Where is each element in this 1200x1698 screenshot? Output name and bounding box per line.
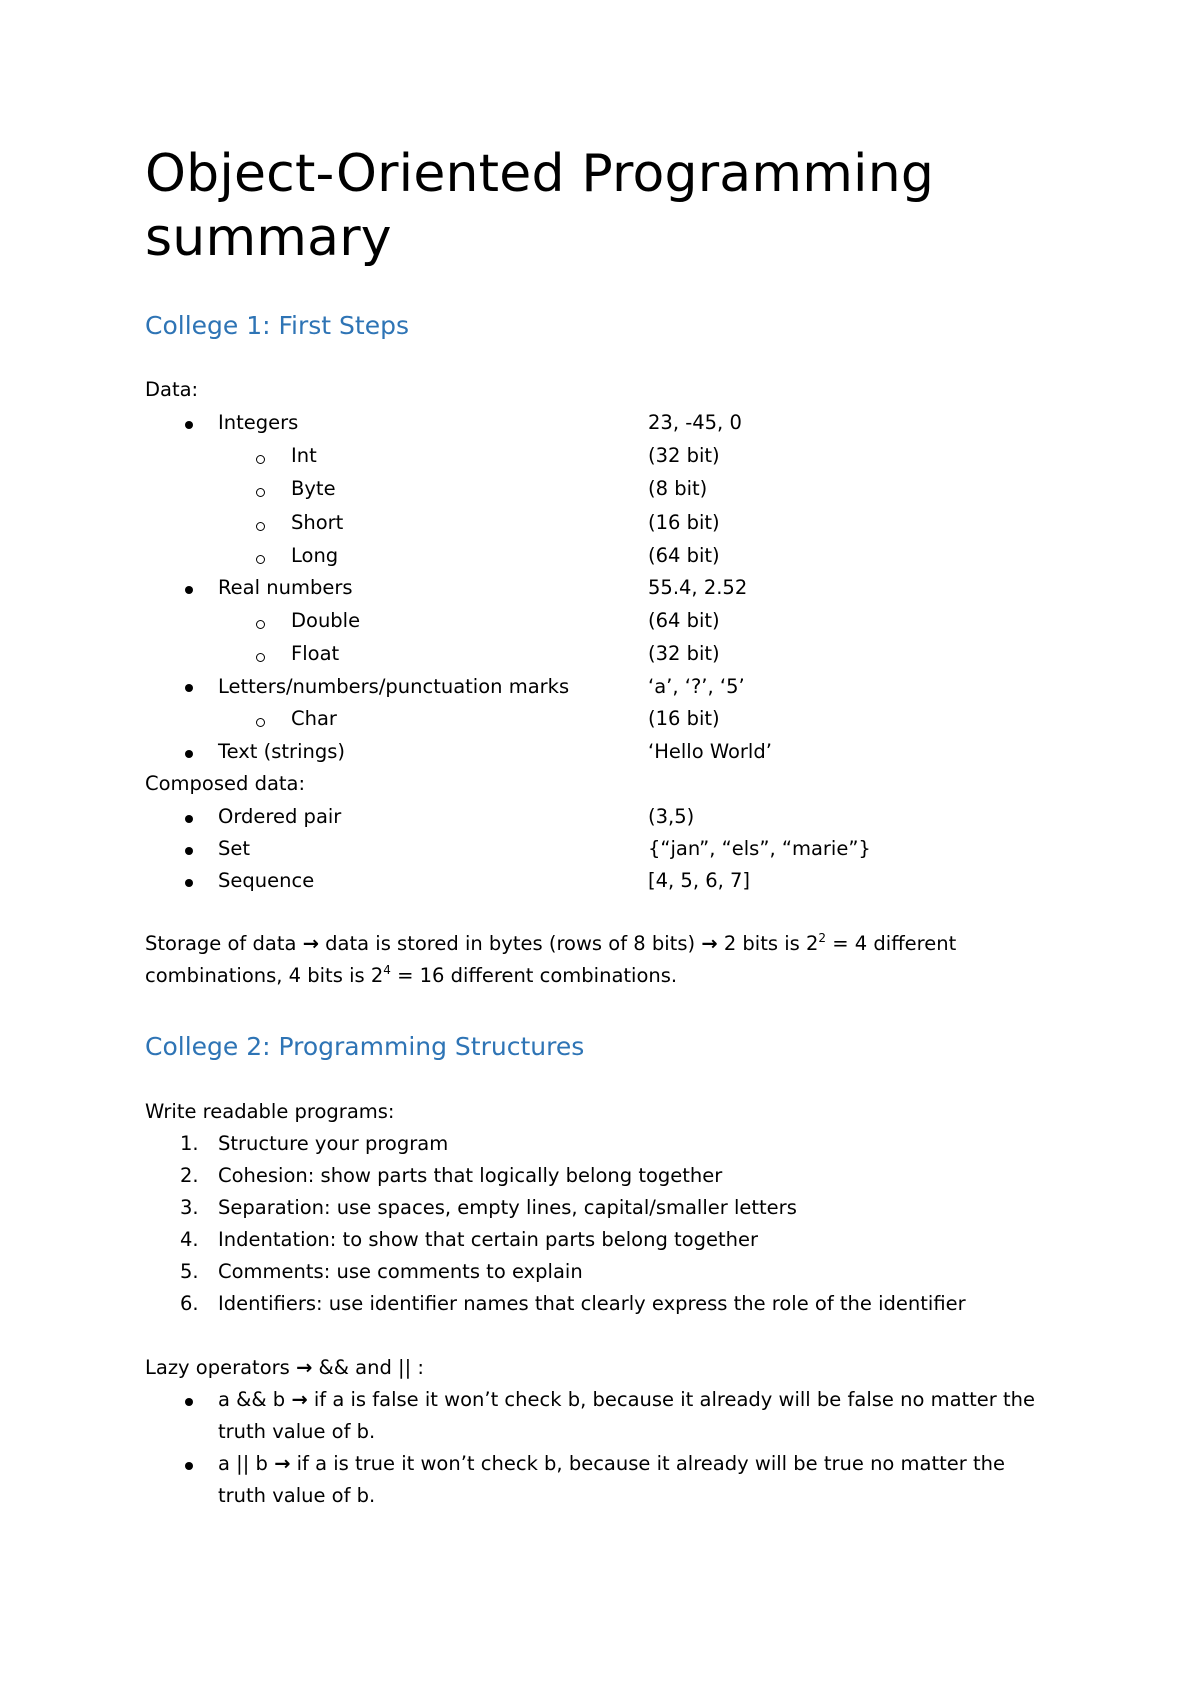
- lazy-bullet-continuation: truth value of b.: [218, 1420, 376, 1443]
- data-subtype-label: Char: [291, 707, 337, 730]
- data-type-label: Letters/numbers/punctuation marks: [218, 675, 570, 698]
- list-item: Separation: use spaces, empty lines, capital/smaller letters: [218, 1196, 797, 1219]
- right-arrow-icon: →: [296, 1356, 313, 1379]
- data-subtype-label: Float: [291, 642, 340, 665]
- list-item: Indentation: to show that certain parts belong together: [218, 1228, 759, 1251]
- data-subtype-value: (32 bit): [648, 444, 720, 467]
- bullet-icon: [185, 421, 193, 429]
- title-line-1: Object-Oriented Programming: [145, 144, 935, 204]
- composed-type-value: (3,5): [648, 805, 695, 828]
- data-subtype-label: Long: [291, 544, 339, 567]
- list-item: Identifiers: use identifier names that clearly express the role of the identifier: [218, 1292, 966, 1315]
- lazy-operators-label: Lazy operators → && and || :: [145, 1356, 424, 1379]
- bullet-icon: [185, 684, 193, 692]
- sub-bullet-icon: [256, 555, 265, 564]
- data-subtype-value: (16 bit): [648, 511, 720, 534]
- bullet-icon: [185, 750, 193, 758]
- data-type-label: Real numbers: [218, 576, 353, 599]
- readable-programs-label: Write readable programs:: [145, 1100, 395, 1123]
- data-type-value: 55.4, 2.52: [648, 576, 748, 599]
- page-title: [145, 142, 1085, 270]
- college-2-heading: College 2: Programming Structures: [145, 1032, 585, 1061]
- list-number: 3.: [180, 1196, 199, 1219]
- composed-type-value: {“jan”, “els”, “marie”}: [648, 837, 871, 860]
- data-type-value: 23, -45, 0: [648, 411, 742, 434]
- sub-bullet-icon: [256, 522, 265, 531]
- list-number: 4.: [180, 1228, 199, 1251]
- data-type-label: Integers: [218, 411, 299, 434]
- data-type-value: ‘Hello World’: [648, 740, 772, 763]
- list-number: 6.: [180, 1292, 199, 1315]
- bullet-icon: [185, 815, 193, 823]
- right-arrow-icon: →: [302, 932, 319, 955]
- storage-paragraph-line-1: Storage of data → data is stored in bytes (rows of 8 bits) → 2 bits is $2^2 = 4$ different: [145, 931, 957, 955]
- bullet-icon: [185, 847, 193, 855]
- sub-bullet-icon: [256, 455, 265, 464]
- lazy-bullet-line: a || b → if a is true it won’t check b, because it already will be true no matter the: [218, 1452, 1006, 1475]
- list-item: Cohesion: show parts that logically belong together: [218, 1164, 723, 1187]
- bullet-icon: [185, 879, 193, 887]
- data-label: Data:: [145, 378, 199, 401]
- composed-type-label: Ordered pair: [218, 805, 342, 828]
- sub-bullet-icon: [256, 620, 265, 629]
- bullet-icon: [185, 1398, 193, 1406]
- right-arrow-icon: →: [701, 932, 718, 955]
- data-subtype-value: (8 bit): [648, 477, 708, 500]
- data-subtype-label: Int: [291, 444, 317, 467]
- right-arrow-icon: →: [274, 1452, 291, 1475]
- composed-type-label: Set: [218, 837, 251, 860]
- lazy-bullet-continuation: truth value of b.: [218, 1484, 376, 1507]
- storage-paragraph-line-2: combinations, 4 bits is $2^4 = 16$ different combinations.: [145, 963, 678, 987]
- composed-data-label: Composed data:: [145, 772, 306, 795]
- data-subtype-label: Double: [291, 609, 361, 632]
- data-type-value: ‘a’, ‘?’, ‘5’: [648, 675, 745, 698]
- lazy-bullet-line: a && b → if a is false it won’t check b, because it already will be false no matter the: [218, 1388, 1036, 1411]
- sub-bullet-icon: [256, 718, 265, 727]
- data-subtype-label: Byte: [291, 477, 336, 500]
- data-subtype-value: (16 bit): [648, 707, 720, 730]
- bullet-icon: [185, 586, 193, 594]
- data-subtype-value: (64 bit): [648, 609, 720, 632]
- list-number: 2.: [180, 1164, 199, 1187]
- data-subtype-value: (64 bit): [648, 544, 720, 567]
- list-item: Comments: use comments to explain: [218, 1260, 583, 1283]
- bullet-icon: [185, 1462, 193, 1470]
- list-number: 5.: [180, 1260, 199, 1283]
- sub-bullet-icon: [256, 653, 265, 662]
- data-type-label: Text (strings): [218, 740, 345, 763]
- data-subtype-value: (32 bit): [648, 642, 720, 665]
- data-subtype-label: Short: [291, 511, 344, 534]
- right-arrow-icon: →: [291, 1388, 308, 1411]
- list-number: 1.: [180, 1132, 199, 1155]
- composed-type-value: [4, 5, 6, 7]: [648, 869, 751, 892]
- title-line-2: summary: [145, 208, 392, 268]
- composed-type-label: Sequence: [218, 869, 315, 892]
- list-item: Structure your program: [218, 1132, 449, 1155]
- college-1-heading: College 1: First Steps: [145, 311, 410, 340]
- sub-bullet-icon: [256, 488, 265, 497]
